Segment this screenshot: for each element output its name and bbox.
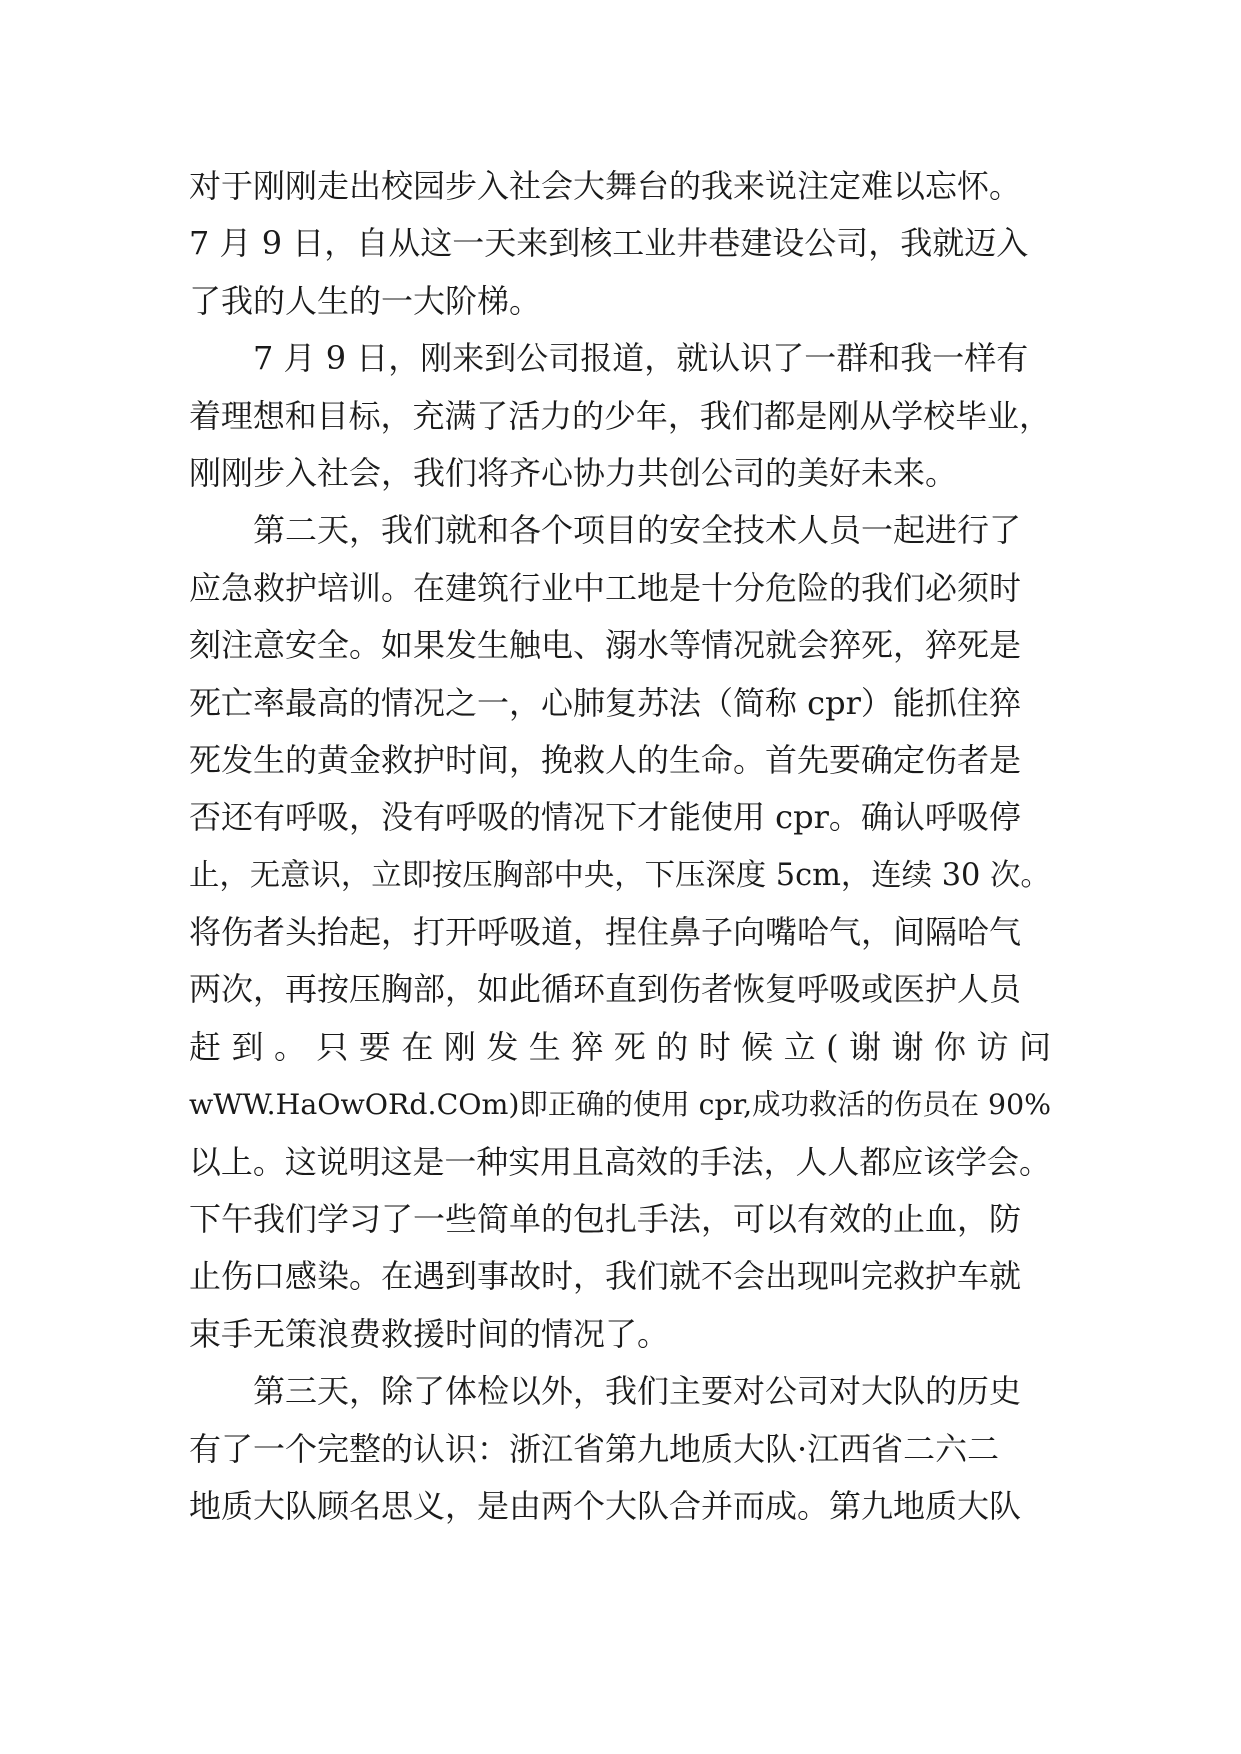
text-line: 止伤口感染。在遇到事故时，我们就不会出现叫完救护车就 <box>189 1257 1022 1296</box>
text-line: 刻注意安全。如果发生触电、溺水等情况就会猝死，猝死是 <box>189 626 1022 665</box>
text-line: 地质大队顾名思义，是由两个大队合并而成。第九地质大队 <box>189 1486 1022 1525</box>
text-line: 赶到。只要在刚发生猝死的时候立(谢谢你访问 <box>189 1027 1051 1066</box>
text-line: 否还有呼吸，没有呼吸的情况下才能使用 cpr。确认呼吸停 <box>189 798 1021 837</box>
paragraph-first-line: 第三天，除了体检以外，我们主要对公司对大队的历史 <box>253 1372 1022 1411</box>
text-line: 以上。这说明这是一种实用且高效的手法，人人都应该学会。 <box>189 1142 1051 1181</box>
document-body <box>189 158 1051 1535</box>
text-line: 将伤者头抬起，打开呼吸道，捏住鼻子向嘴哈气，间隔哈气 <box>189 913 1022 952</box>
text-line: wWW.HaOwORd.COm)即正确的使用 cpr,成功救活的伤员在 90% <box>189 1088 1052 1122</box>
text-line: 死发生的黄金救护时间，挽救人的生命。首先要确定伤者是 <box>189 740 1022 779</box>
text-line: 有了一个完整的认识：浙江省第九地质大队·江西省二六二 <box>189 1429 1000 1468</box>
paragraph-first-line: 第二天，我们就和各个项目的安全技术人员一起进行了 <box>253 511 1022 550</box>
text-line: 下午我们学习了一些简单的包扎手法，可以有效的止血，防 <box>189 1200 1022 1239</box>
text-line: 束手无策浪费救援时间的情况了。 <box>189 1314 670 1353</box>
text-line: 7 月 9 日，自从这一天来到核工业井巷建设公司，我就迈入 <box>189 224 1029 263</box>
text-line: 死亡率最高的情况之一，心肺复苏法（简称 cpr）能抓住猝 <box>189 683 1021 722</box>
paragraph-first-line: 7 月 9 日，刚来到公司报道，就认识了一群和我一样有 <box>253 339 1029 378</box>
text-line: 止，无意识，立即按压胸部中央，下压深度 5cm，连续 30 次。 <box>189 857 1051 893</box>
text-line: 了我的人生的一大阶梯。 <box>189 281 542 320</box>
text-line: 两次，再按压胸部，如此循环直到伤者恢复呼吸或医护人员 <box>189 970 1022 1009</box>
text-line: 着理想和目标，充满了活力的少年，我们都是刚从学校毕业， <box>189 396 1051 435</box>
text-line: 应急救护培训。在建筑行业中工地是十分危险的我们必须时 <box>189 568 1022 607</box>
text-line: 对于刚刚走出校园步入社会大舞台的我来说注定难以忘怀。 <box>189 167 1022 205</box>
text-line: 刚刚步入社会，我们将齐心协力共创公司的美好未来。 <box>189 453 958 492</box>
